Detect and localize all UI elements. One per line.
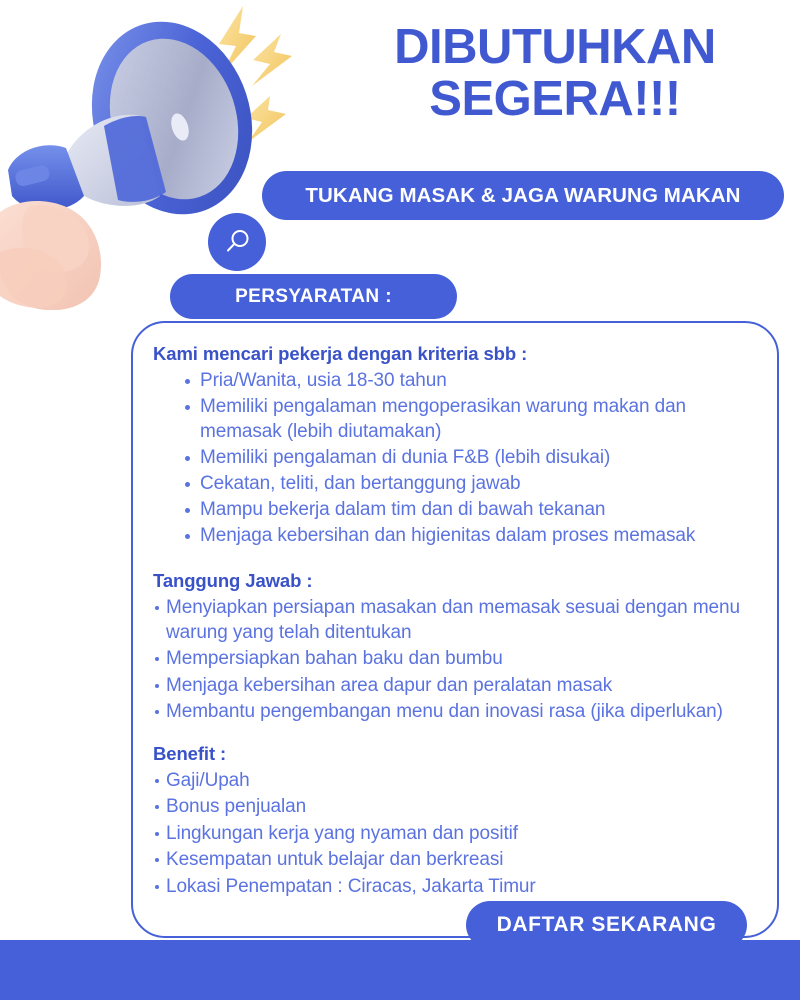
criteria-list [153, 368, 759, 549]
list-item: Memiliki pengalaman mengoperasikan warung makan dan memasak (lebih diutamakan) [183, 394, 759, 444]
benefit-heading: Benefit : [153, 742, 227, 764]
page-title [330, 22, 780, 126]
list-item: Menjaga kebersihan area dapur dan peralatan masak [153, 673, 759, 698]
headline-line-1: DIBUTUHKAN [394, 20, 716, 74]
requirements-label [170, 274, 457, 319]
list-item: Bonus penjualan [153, 794, 759, 819]
list-item: Pria/Wanita, usia 18-30 tahun [183, 368, 759, 393]
spacer [153, 727, 759, 743]
job-title-banner [262, 171, 784, 220]
benefit-list [153, 768, 759, 899]
responsibilities-section [153, 570, 759, 725]
benefit-section [153, 743, 759, 899]
job-title-text: TUKANG MASAK & JAGA WARUNG MAKAN [305, 183, 741, 207]
list-item: Lokasi Penempatan : Ciracas, Jakarta Timur [153, 874, 759, 899]
megaphone-in-hand-illustration [0, 0, 330, 310]
search-icon [222, 227, 252, 257]
criteria-section [153, 343, 759, 549]
details-card [131, 321, 779, 938]
cta-label: DAFTAR SEKARANG [496, 913, 717, 936]
list-item: Mampu bekerja dalam tim dan di bawah tekanan [183, 497, 759, 522]
list-item: Menyiapkan persiapan masakan dan memasak sesuai dengan menu warung yang telah ditentukan [153, 595, 759, 646]
magnifying-glass-badge [208, 213, 266, 271]
list-item: Mempersiapkan bahan baku dan bumbu [153, 646, 759, 671]
list-item: Kesempatan untuk belajar dan berkreasi [153, 847, 759, 872]
list-item: Cekatan, teliti, dan bertanggung jawab [183, 471, 759, 496]
responsibilities-list [153, 595, 759, 725]
footer-bar [0, 940, 800, 1000]
list-item: Gaji/Upah [153, 768, 759, 793]
responsibilities-heading: Tanggung Jawab : [153, 569, 313, 591]
list-item: Menjaga kebersihan dan higienitas dalam proses memasak [183, 523, 759, 548]
headline-line-2: SEGERA!!! [429, 71, 681, 126]
criteria-heading: Kami mencari pekerja dengan kriteria sbb : [153, 343, 528, 364]
list-item: Membantu pengembangan menu dan inovasi rasa (jika diperlukan) [153, 699, 759, 724]
list-item: Memiliki pengalaman di dunia F&B (lebih disukai) [183, 445, 759, 470]
requirements-label-text: PERSYARATAN : [235, 285, 392, 307]
spacer [153, 551, 759, 570]
register-now-button[interactable] [466, 901, 747, 949]
list-item: Lingkungan kerja yang nyaman dan positif [153, 821, 759, 846]
